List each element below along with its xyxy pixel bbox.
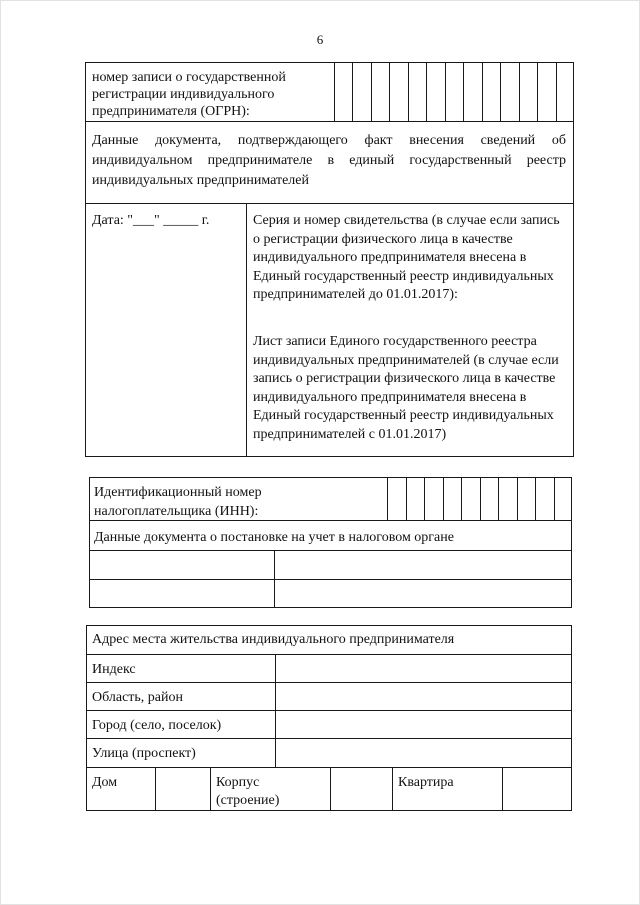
tax-registration-field[interactable] [89,580,274,608]
digit-cell[interactable] [517,477,536,521]
digit-cell[interactable] [426,62,444,122]
page-number: 6 [316,32,324,47]
divider [85,121,574,122]
ogrn-label: номер записи о государственной регистрации индивидуального предпринимателя (ОГРН): [92,70,286,119]
digit-cell[interactable] [387,477,406,521]
tax-registration-field[interactable] [89,551,274,579]
street-label: Улица (проспект) [92,746,196,761]
digit-cell[interactable] [406,477,425,521]
apartment-field[interactable] [503,768,572,811]
digit-cell[interactable] [519,62,537,122]
region-field[interactable] [276,683,572,710]
city-field[interactable] [276,711,572,738]
digit-cell[interactable] [445,62,463,122]
digit-cell[interactable] [371,62,389,122]
index-label: Индекс [92,662,136,677]
digit-cell[interactable] [389,62,407,122]
ogrn-input-cells[interactable] [334,62,574,122]
registration-document-title: Данные документа, подтверждающего факт внесения сведений об индивидуальном предпринимателе в единый государственный реестр индивидуальных предпринимателей [92,133,566,188]
inn-label: Идентификационный номер налогоплательщика (ИНН): [94,485,262,519]
tax-registration-field[interactable] [275,551,572,579]
divider [392,767,393,811]
apartment-label: Квартира [398,775,454,790]
divider [85,203,574,204]
house-field[interactable] [156,768,210,811]
region-label: Область, район [92,690,183,705]
inn-input-cells[interactable] [387,477,572,521]
digit-cell[interactable] [554,477,573,521]
index-field[interactable] [276,655,572,682]
digit-cell[interactable] [556,62,574,122]
divider [210,767,211,811]
digit-cell[interactable] [463,62,481,122]
record-sheet-field[interactable]: Лист записи Единого государственного реестра индивидуальных предпринимателей (в случае если запись о регистрации физического лица в качестве индивидуального предпринимателя внесена в Единый государственный реестр индивидуальных предпринимателей с 01.01.2017) [253,334,559,442]
tax-registration-field[interactable] [275,580,572,608]
digit-cell[interactable] [480,477,499,521]
divider [246,203,247,457]
digit-cell[interactable] [424,477,443,521]
digit-cell[interactable] [334,62,352,122]
digit-cell[interactable] [352,62,370,122]
digit-cell[interactable] [443,477,462,521]
digit-cell[interactable] [408,62,426,122]
digit-cell[interactable] [482,62,500,122]
house-label: Дом [92,775,118,790]
building-field[interactable] [331,768,392,811]
registration-date-field[interactable]: Дата: "___" _____ г. [92,213,210,228]
digit-cell[interactable] [500,62,518,122]
divider [89,520,572,521]
building-label: Корпус (строение) [216,775,280,808]
certificate-number-field[interactable]: Серия и номер свидетельства (в случае если запись о регистрации физического лица в качестве индивидуального предпринимателя внесена в Единый государственный реестр индивидуальных предпринимателей до 01.01.2017): [253,213,560,303]
tax-registration-title: Данные документа о постановке на учет в налоговом органе [94,530,454,545]
digit-cell[interactable] [535,477,554,521]
address-title: Адрес места жительства индивидуального предпринимателя [92,632,455,647]
digit-cell[interactable] [498,477,517,521]
digit-cell[interactable] [537,62,555,122]
city-label: Город (село, поселок) [92,718,222,733]
street-field[interactable] [276,739,572,767]
digit-cell[interactable] [461,477,480,521]
